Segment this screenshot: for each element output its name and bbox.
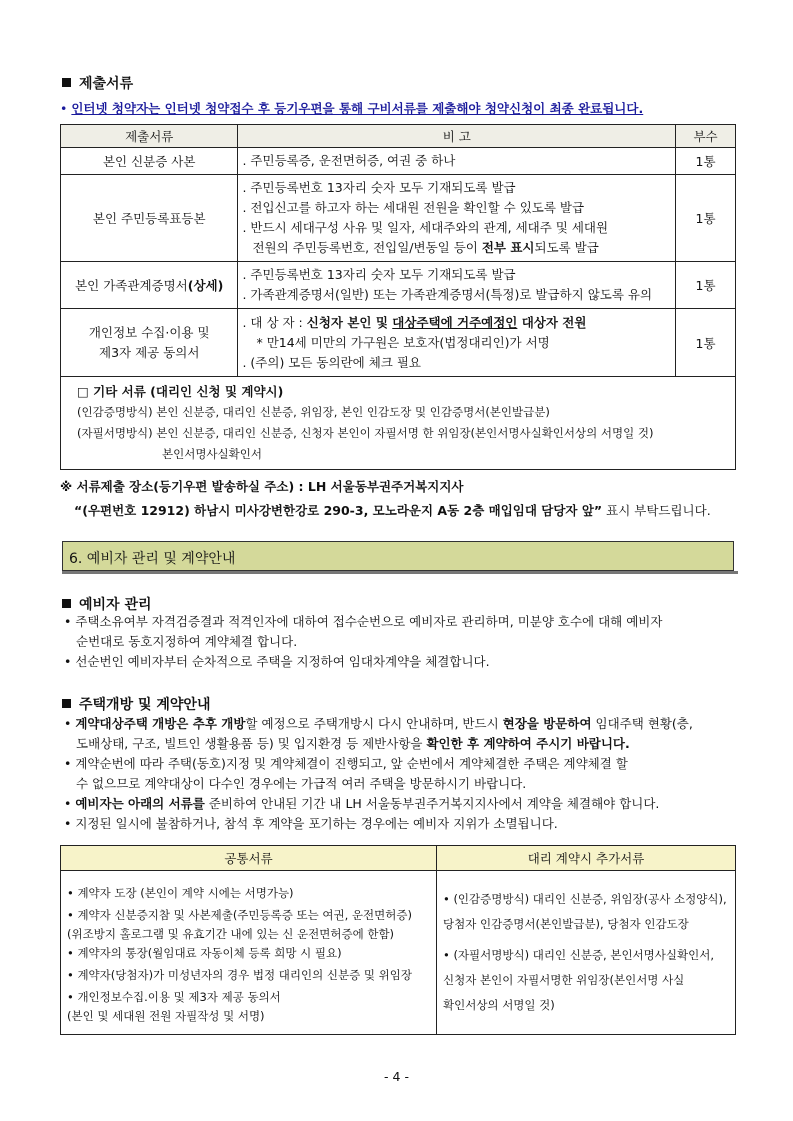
header-doc: 제출서류 <box>61 125 238 148</box>
header-count: 부수 <box>676 125 736 148</box>
square-bullet-icon <box>62 599 71 608</box>
header-note: 비 고 <box>238 125 676 148</box>
notice-line: • 인터넷 청약자는 인터넷 청약접수 후 등기우편을 통해 구비서류를 제출해야 청약신청이 최종 완료됩니다. <box>60 101 644 116</box>
table-row: 본인 가족관계증명서(상세) . 주민등록번호 13자리 숫자 모두 기재되도록 발급 . 가족관계증명서(일반) 또는 가족관계증명서(특정)로 발급하지 않도록 유의 1통 <box>61 262 736 309</box>
square-bullet-icon <box>62 78 71 87</box>
section-banner: 6. 예비자 관리 및 계약안내 <box>62 541 734 571</box>
common-docs-cell: • 계약자 도장 (본인이 계약 시에는 서명가능) • 계약자 신분증지참 및 사본제출(주민등록증 또는 여권, 운전면허증) (위조방지 홀로그램 및 유효기간 내에 있는 신 운전면허증에 한함) • 계약자의 통장(월임대료 자동이체 등록 희망 시 필요) • 계약자(당첨자)가 미성년자의 경우 법정 대리인의 신분증 및 위임장 • 개인정보수집.이용 및 제3자 제공 동의서 (본인 및 세대원 전원 자필작성 및 서명) <box>61 871 437 1035</box>
section-heading-contract: 주택개방 및 계약안내 <box>62 694 210 714</box>
section-heading-documents: 제출서류 <box>62 73 133 93</box>
table-row: 본인 신분증 사본 . 주민등록증, 운전면허증, 여권 중 하나 1통 <box>61 148 736 175</box>
section-heading-reserve: 예비자 관리 <box>62 594 152 614</box>
table-row: 개인정보 수집·이용 및 제3자 제공 동의서 . 대 상 자 : 신청자 본인 및 대상주택에 거주예정인 대상자 전원 * 만14세 미만의 가구원은 보호자(법정대리인)가 서명 . (주의) 모든 동의란에 체크 필요 1통 <box>61 309 736 377</box>
contract-documents-table: 공통서류 대리 계약시 추가서류 • 계약자 도장 (본인이 계약 시에는 서명가능) • 계약자 신분증지참 및 사본제출(주민등록증 또는 여권, 운전면허증) (위조방지 홀로그램 및 유효기간 내에 있는 신 운전면허증에 한함) • 계약자의 통장(월임대료 자동이체 등록 희망 시 필요) • 계약자(당첨자)가 미성년자의 경우 법정 대리인의 신분증 및 위임장 • 개인정보수집.이용 및 제3자 제공 동의서 (본인 및 세대원 전원 자필작성 및 서명) • (인감증명방식) 대리인 신분증, 위임장(공사 소정양식), 당첨자 인감증명서(본인발급분), 당첨자 인감도장 • (자필서명방식) 대리인 신분증, 본인서명사실확인서, 신청자 본인이 자필서명한 위임장(본인서명 사실 확인서상의 서명일 것) <box>60 845 736 1035</box>
documents-table <box>60 124 736 470</box>
proxy-docs-cell: • (인감증명방식) 대리인 신분증, 위임장(공사 소정양식), 당첨자 인감증명서(본인발급분), 당첨자 인감도장 • (자필서명방식) 대리인 신분증, 본인서명사실확인서, 신청자 본인이 자필서명한 위임장(본인서명 사실 확인서상의 서명일 것) <box>437 871 736 1035</box>
notice-text: 인터넷 청약자는 인터넷 청약접수 후 등기우편을 통해 구비서류를 제출해야 청약신청이 최종 완료됩니다. <box>71 101 644 116</box>
submit-address-line: “(우편번호 12912) 하남시 미사강변한강로 290-3, 모노라운지 A동 2층 매입임대 담당자 앞” 표시 부탁드립니다. <box>74 503 711 518</box>
other-docs-row: □ 기타 서류 (대리인 신청 및 계약시) (인감증명방식) 본인 신분증, 대리인 신분증, 위임장, 본인 인감도장 및 인감증명서(본인발급분) (자필서명방식) 본인 신분증, 대리인 신분증, 신청자 본인이 자필서명 한 위임장(본인서명사실확인서상의 서명일 것) 본인서명사실확인서 <box>61 377 736 470</box>
submit-place-line: ※ 서류제출 장소(등기우편 발송하실 주소) : LH 서울동부권주거복지지사 <box>60 479 464 494</box>
page-number: - 4 - <box>384 1069 409 1084</box>
table-row: 본인 주민등록표등본 . 주민등록번호 13자리 숫자 모두 기재되도록 발급 . 전입신고를 하고자 하는 세대원 전원을 확인할 수 있도록 발급 . 반드시 세대구성 사유 및 일자, 세대주와의 관계, 세대주 및 세대원 전원의 주민등록번호, 전입일/변동일 등이 전부 표시되도록 발급 1통 <box>61 175 736 262</box>
square-bullet-icon <box>62 699 71 708</box>
